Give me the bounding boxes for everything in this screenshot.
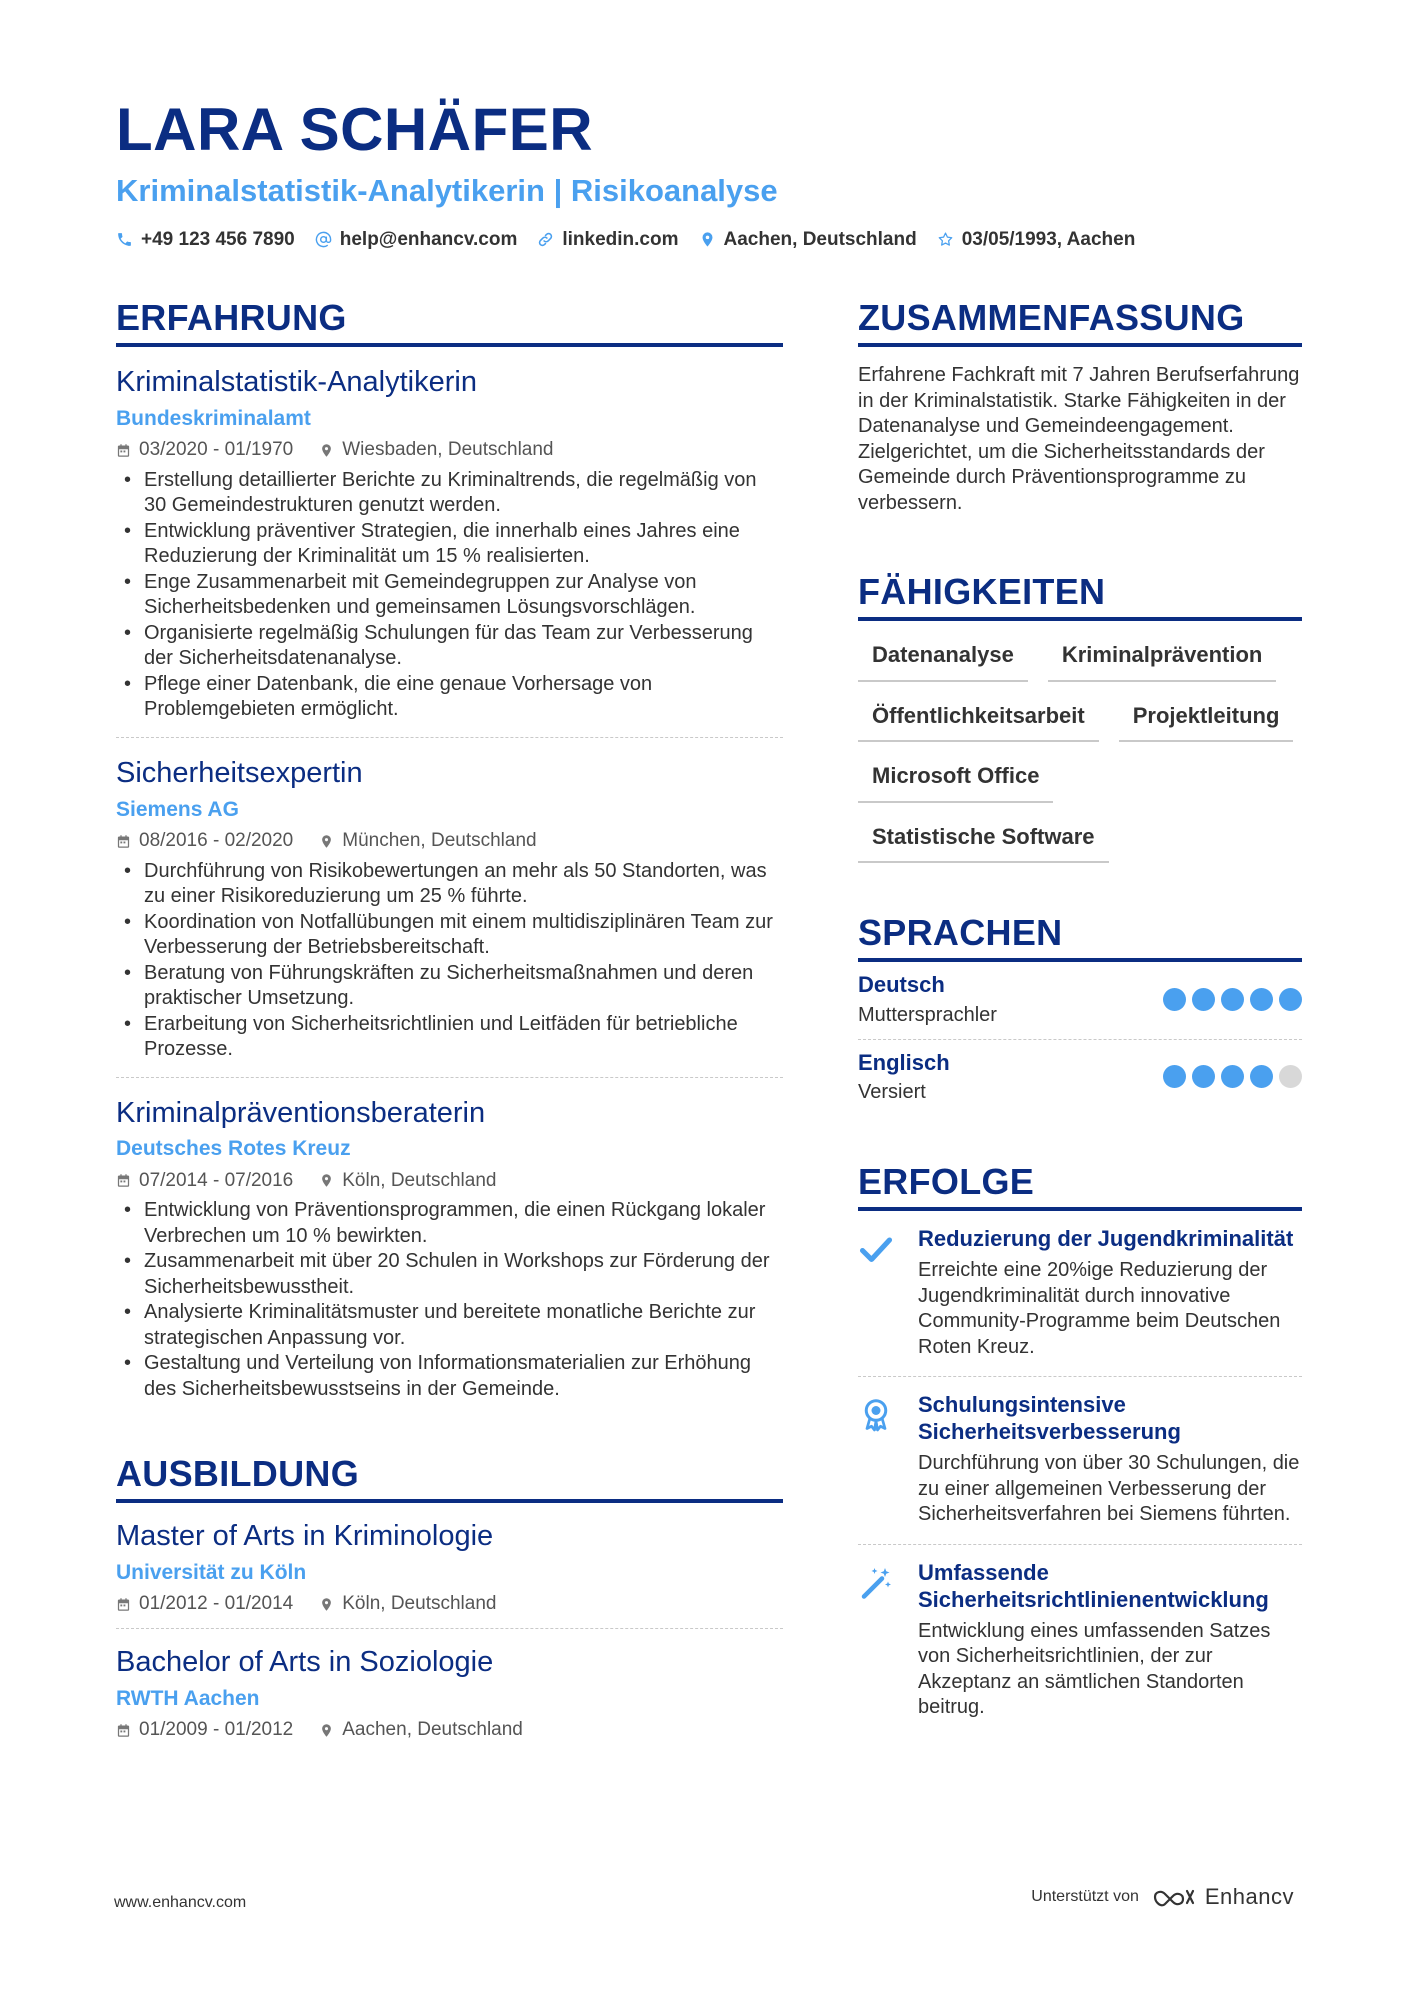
language-row [858,962,1302,1039]
rating-dot-filled [1163,1065,1186,1088]
location-pin-icon [319,443,334,458]
job-bullet: • Zusammenarbeit mit über 20 Schulen in Workshops zur Förderung der Sicherheitsbewusstheit. [116,1249,783,1300]
education-dates-text: 01/2012 - 01/2014 [139,1593,294,1615]
skill-tag: Projektleitung [1119,696,1294,743]
summary-section-title: ZUSAMMENFASSUNG [858,300,1302,347]
job-bullet: • Entwicklung präventiver Strategien, die innerhalb eines Jahres eine Reduzierung der Kriminalität um 15 % realisierten. [116,519,783,570]
enhancv-logo-icon [1151,1885,1197,1909]
language-row [858,1040,1302,1116]
achievement-icon-wrap [858,1225,900,1360]
check-icon [858,1231,894,1267]
experience-entry [116,738,783,1078]
skills-section-title: FÄHIGKEITEN [858,574,1302,621]
achievement-title: Schulungsintensive Sicherheitsverbesserung [918,1392,1181,1445]
calendar-icon [116,443,131,458]
skills-list [858,635,1302,863]
education-location [319,1719,523,1742]
award-icon [858,1397,894,1433]
achievement-body [918,1391,1302,1528]
job-dates-text: 08/2016 - 02/2020 [139,829,294,851]
job-company: Deutsches Rotes Kreuz [116,1137,351,1161]
brand-name: Enhancv [1204,1884,1294,1909]
brand-logo[interactable] [1151,1884,1294,1910]
job-meta [116,1170,783,1193]
job-bullets [116,1198,783,1402]
job-bullet: • Enge Zusammenarbeit mit Gemeindegruppen zur Analyse von Sicherheitsbedenken und gemeinsamen Lösungsvorschlägen. [116,570,783,621]
contact-linkedin[interactable] [537,230,678,249]
footer-website[interactable]: www.enhancv.com [114,1894,247,1911]
job-location-text: Wiesbaden, Deutschland [342,438,554,460]
rating-dot-empty [1279,1065,1302,1088]
job-dates [116,1170,293,1193]
achievement-title: Umfassende Sicherheitsrichtlinienentwicklung [918,1559,1269,1612]
contact-birth [937,230,1136,249]
language-level: Muttersprachler [858,1003,997,1026]
education-dates-text: 01/2009 - 01/2012 [139,1719,294,1741]
language-info [858,972,997,1026]
job-location-text: München, Deutschland [342,829,537,851]
job-dates-text: 07/2014 - 07/2016 [139,1169,294,1191]
contact-location-text: Aachen, Deutschland [723,229,917,250]
job-bullet: • Entwicklung von Präventionsprogrammen, die einen Rückgang lokaler Verbrechen um 10 % bewirkten. [116,1198,783,1249]
contact-email[interactable] [315,230,518,249]
job-bullets [116,859,783,1063]
job-role: Sicherheitsexpertin [116,756,363,789]
experience-entry [116,347,783,738]
skill-tag: Statistische Software [858,817,1109,864]
education-meta [116,1719,783,1742]
language-level: Versiert [858,1081,926,1104]
location-pin-icon [319,834,334,849]
education-location-text: Aachen, Deutschland [342,1719,523,1741]
job-role: Kriminalpräventionsberaterin [116,1096,486,1129]
contact-linkedin-text: linkedin.com [562,229,679,250]
education-location [319,1593,496,1616]
job-role: Kriminalstatistik-Analytikerin [116,366,477,398]
right-column [858,297,1302,1737]
contact-phone-text: +49 123 456 7890 [141,229,295,250]
achievement-text: Durchführung von über 30 Schulungen, die zu einer allgemeinen Verbesserung der Sicherheitsverfahren bei Siemens führten. [918,1452,1300,1526]
job-bullet: • Erarbeitung von Sicherheitsrichtlinien und Leitfäden für betriebliche Prozesse. [116,1012,783,1063]
language-name: Englisch [858,1049,950,1075]
achievement-item [858,1211,1302,1377]
job-location-text: Köln, Deutschland [342,1169,497,1191]
achievement-body [918,1559,1302,1721]
powered-by-label: Unterstützt von [1031,1888,1139,1905]
left-column [116,297,783,1754]
calendar-icon [116,1173,131,1188]
job-location [319,1170,496,1193]
achievements-section-title: ERFOLGE [858,1164,1302,1211]
degree: Master of Arts in Kriminologie [116,1520,494,1553]
school: Universität zu Köln [116,1561,307,1585]
rating-dot-filled [1279,988,1302,1011]
job-company: Siemens AG [116,797,239,821]
education-dates [116,1593,293,1616]
experience-entry [116,1078,783,1417]
job-location [319,830,536,853]
link-icon [537,231,554,248]
achievement-icon-wrap [858,1559,900,1721]
language-rating [1163,988,1302,1011]
magic-wand-icon [858,1565,894,1601]
location-pin-icon [699,231,716,248]
job-dates [116,830,293,853]
rating-dot-filled [1192,1065,1215,1088]
star-icon [937,231,954,248]
language-rating [1163,1065,1302,1088]
job-meta [116,830,783,853]
rating-dot-filled [1163,988,1186,1011]
education-section [116,1453,783,1754]
job-location [319,439,553,462]
language-name: Deutsch [858,972,945,998]
education-entry [116,1503,783,1629]
contact-bar [116,230,1135,249]
achievement-icon-wrap [858,1391,900,1528]
footer-branding [1031,1884,1294,1910]
skill-tag: Microsoft Office [858,756,1053,803]
calendar-icon [116,1597,131,1612]
language-info [858,1050,950,1104]
job-meta [116,439,783,462]
education-section-title: AUSBILDUNG [116,1456,783,1503]
summary-text: Erfahrene Fachkraft mit 7 Jahren Berufserfahrung in der Kriminalstatistik. Starke Fähigkeiten in der Datenanalyse und Gemeindeengagement. Zielgerichtet, um die Sicherheitsstandards der Gemeinde durch Präventionsprogramme zu verbessern. [858,364,1300,514]
education-meta [116,1593,783,1616]
contact-email-text: help@enhancv.com [339,229,518,250]
achievement-text: Entwicklung eines umfassenden Satzes von Sicherheitsrichtlinien, der zur Akzeptanz an sämtlichen Standorten beitrug. [918,1619,1271,1719]
achievement-item [858,1545,1302,1737]
job-bullet: • Durchführung von Risikobewertungen an mehr als 50 Standorten, was zu einer Risikoreduzierung um 25 % führte. [116,859,783,910]
education-entry [116,1629,783,1754]
job-bullet: • Beratung von Führungskräften zu Sicherheitsmaßnahmen und deren praktischer Umsetzung. [116,961,783,1012]
contact-location [699,230,917,249]
job-bullet: • Analysierte Kriminalitätsmuster und bereitete monatliche Berichte zur strategischen Anpassung vor. [116,1300,783,1351]
achievement-text: Erreichte eine 20%ige Reduzierung der Jugendkriminalität durch innovative Community-Programme beim Deutschen Roten Kreuz. [918,1259,1281,1358]
rating-dot-filled [1221,1065,1244,1088]
location-pin-icon [319,1597,334,1612]
rating-dot-filled [1192,988,1215,1011]
job-bullets [116,468,783,723]
phone-icon [116,231,133,248]
degree: Bachelor of Arts in Soziologie [116,1646,494,1679]
experience-section-title: ERFAHRUNG [116,300,783,347]
education-dates [116,1719,293,1742]
school: RWTH Aachen [116,1686,260,1710]
rating-dot-filled [1250,988,1273,1011]
candidate-headline: Kriminalstatistik-Analytikerin | Risikoanalyse [116,173,778,208]
location-pin-icon [319,1173,334,1188]
skill-tag: Öffentlichkeitsarbeit [858,696,1099,743]
skill-tag: Datenanalyse [858,635,1028,682]
achievement-body [918,1225,1302,1360]
location-pin-icon [319,1723,334,1738]
job-dates-text: 03/2020 - 01/1970 [139,438,294,460]
skill-tag: Kriminalprävention [1048,635,1276,682]
job-dates [116,439,293,462]
achievement-title: Reduzierung der Jugendkriminalität [918,1226,1294,1252]
job-bullet: • Pflege einer Datenbank, die eine genaue Vorhersage von Problemgebieten ermöglicht. [116,672,783,723]
at-icon [315,231,332,248]
calendar-icon [116,1723,131,1738]
education-location-text: Köln, Deutschland [342,1593,497,1615]
rating-dot-filled [1221,988,1244,1011]
job-bullet: • Organisierte regelmäßig Schulungen für das Team zur Verbesserung der Sicherheitsdatenanalyse. [116,621,783,672]
languages-section-title: SPRACHEN [858,915,1302,962]
calendar-icon [116,834,131,849]
job-bullet: • Koordination von Notfallübungen mit einem multidisziplinären Team zur Verbesserung der Betriebsbereitschaft. [116,910,783,961]
contact-phone[interactable] [116,230,295,249]
job-company: Bundeskriminalamt [116,406,311,430]
candidate-name: LARA SCHÄFER [116,96,594,163]
job-bullet: • Gestaltung und Verteilung von Informationsmaterialien zur Erhöhung des Sicherheitsbewusstseins in der Gemeinde. [116,1351,783,1402]
achievement-item [858,1377,1302,1545]
contact-birth-text: 03/05/1993, Aachen [961,229,1136,250]
rating-dot-filled [1250,1065,1273,1088]
job-bullet: • Erstellung detaillierter Berichte zu Kriminaltrends, die regelmäßig von 30 Gemeindestrukturen genutzt werden. [116,468,783,519]
